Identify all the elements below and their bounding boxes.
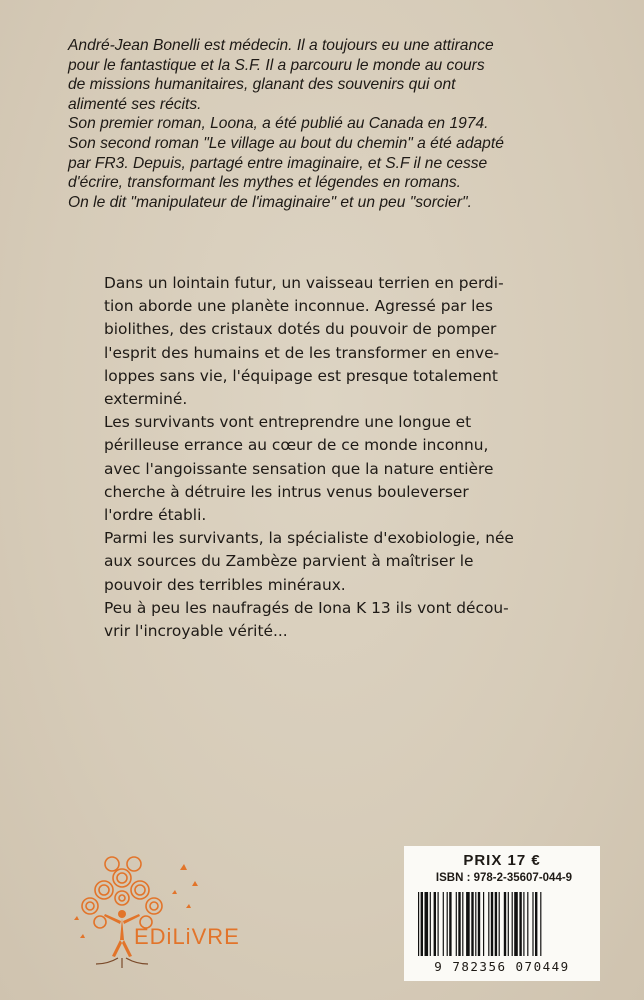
blurb-line: exterminé. [104, 390, 188, 409]
blurb-line: aux sources du Zambèze parvient à maîtriser le [104, 552, 474, 571]
bio-line: de missions humanitaires, glanant des souvenirs qui ont [68, 76, 456, 94]
barcode-icon [416, 892, 588, 958]
tree-icon [60, 850, 250, 970]
book-blurb [104, 272, 586, 643]
bio-line: par FR3. Depuis, partagé entre imaginaire, et S.F il ne cesse [68, 154, 488, 172]
price-barcode-box [404, 846, 600, 981]
blurb-line: Dans un lointain futur, un vaisseau terrien en perdi- [104, 274, 504, 292]
blurb-line: loppes sans vie, l'équipage est presque totalement [104, 366, 498, 385]
blurb-line: Les survivants vont entreprendre une longue et [104, 413, 472, 432]
price-label: PRIX 17 € [463, 852, 541, 869]
bio-line: pour le fantastique et la S.F. Il a parcouru le monde au cours [68, 56, 485, 74]
blurb-line: l'ordre établi. [104, 506, 207, 525]
blurb-line: périlleuse errance au cœur de ce monde inconnu, [104, 436, 489, 455]
blurb-line: vrir l'incroyable vérité... [104, 622, 288, 641]
barcode-digits: 9 782356 070449 [434, 959, 570, 974]
bio-line: Son premier roman, Loona, a été publié au Canada en 1974. [68, 115, 489, 133]
blurb-line: l'esprit des humains et de les transformer en enve- [104, 343, 500, 362]
blurb-line: tion aborde une planète inconnue. Agressé par les [104, 297, 493, 316]
publisher-name: EDiLiVRE [134, 924, 240, 949]
blurb-line: biolithes, des cristaux dotés du pouvoir de pomper [104, 320, 497, 339]
blurb-line: cherche à détruire les intrus venus bouleverser [104, 482, 469, 501]
bio-line: alimenté ses récits. [68, 95, 202, 113]
blurb-line: Peu à peu les naufragés de Iona K 13 ils vont décou- [104, 598, 509, 617]
author-bio [68, 36, 588, 212]
blurb-line: pouvoir des terribles minéraux. [104, 575, 346, 594]
blurb-line: avec l'angoissante sensation que la nature entière [104, 459, 494, 478]
bio-line: Son second roman "Le village au bout du chemin" a été adapté [68, 134, 504, 152]
bio-line: d'écrire, transformant les mythes et légendes en romans. [68, 174, 462, 192]
publisher-logo [60, 850, 250, 974]
blurb-line: Parmi les survivants, la spécialiste d'exobiologie, née [104, 529, 514, 548]
bio-line: On le dit "manipulateur de l'imaginaire" et un peu "sorcier". [68, 193, 472, 211]
isbn-label: ISBN : 978-2-35607-044-9 [435, 872, 573, 884]
bio-line: André-Jean Bonelli est médecin. Il a toujours eu une attirance [68, 37, 494, 54]
